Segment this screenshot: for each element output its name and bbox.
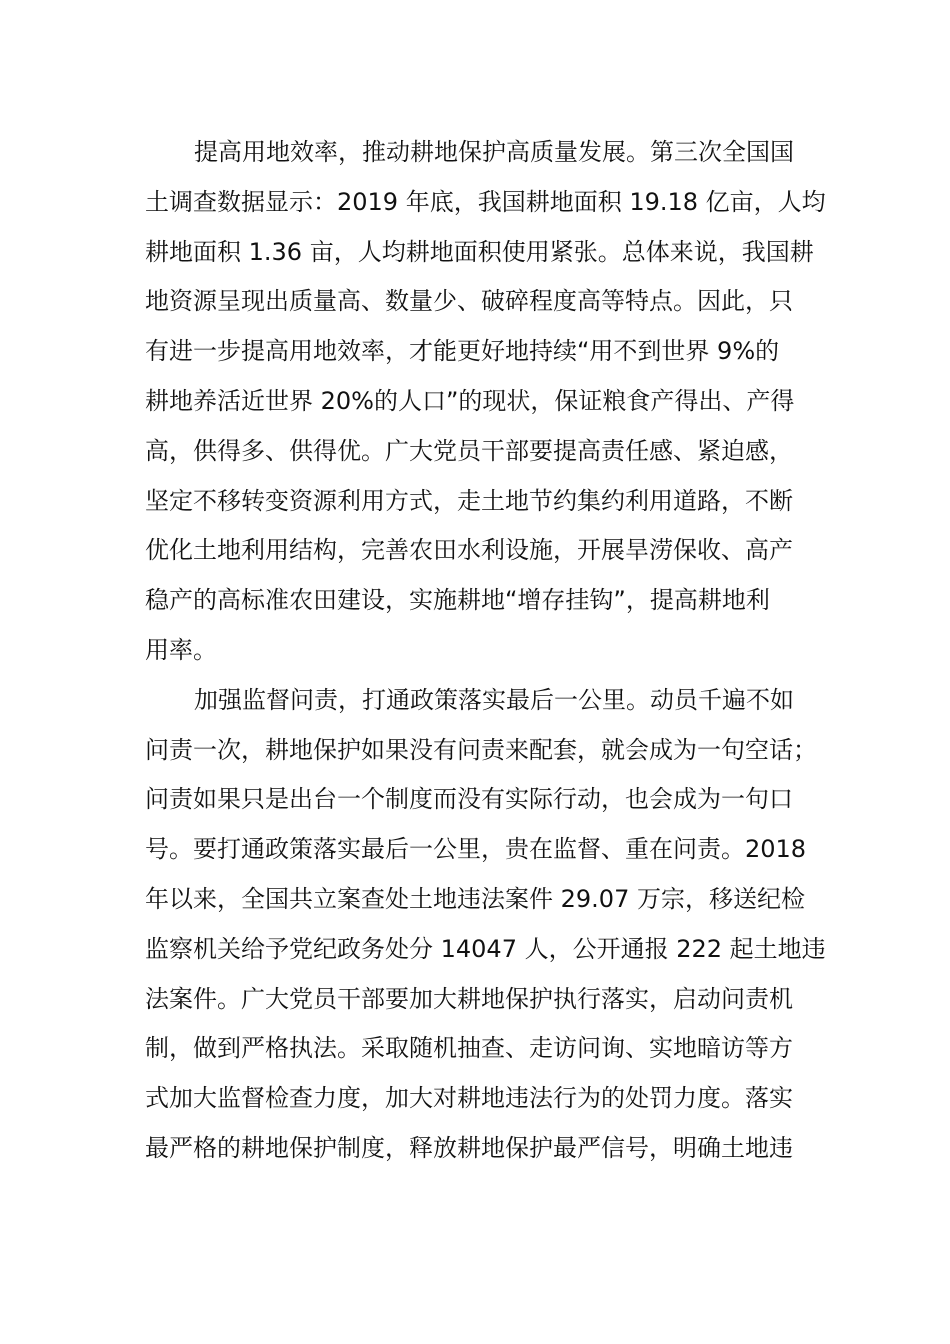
paragraph-line: 监察机关给予党纪政务处分 14047 人，公开通报 222 起土地违 (145, 934, 826, 963)
paragraph-line: 用率。 (145, 635, 217, 664)
paragraph-line: 年以来，全国共立案查处土地违法案件 29.07 万宗，移送纪检 (145, 884, 805, 913)
paragraph-line: 法案件。广大党员干部要加大耕地保护执行落实，启动问责机 (145, 984, 793, 1013)
paragraph-line: 土调查数据显示：2019 年底，我国耕地面积 19.18 亿亩，人均 (145, 187, 826, 216)
paragraph-line: 高，供得多、供得优。广大党员干部要提高责任感、紧迫感， (145, 436, 793, 465)
paragraph-line: 式加大监督检查力度，加大对耕地违法行为的处罚力度。落实 (145, 1084, 793, 1113)
paragraph-1 (145, 128, 826, 676)
paragraph-line: 稳产的高标准农田建设，实施耕地“增存挂钩”，提高耕地利 (145, 586, 770, 615)
paragraph-line: 问责如果只是出台一个制度而没有实际行动，也会成为一句口 (145, 785, 793, 814)
paragraph-line: 问责一次，耕地保护如果没有问责来配套，就会成为一句空话； (145, 735, 817, 764)
paragraph-line: 加强监督问责，打通政策落实最后一公里。动员千遍不如 (194, 685, 794, 714)
paragraph-line: 地资源呈现出质量高、数量少、破碎程度高等特点。因此，只 (145, 287, 793, 316)
paragraph-2 (145, 676, 826, 1174)
paragraph-line: 优化土地利用结构，完善农田水利设施，开展旱涝保收、高产 (145, 536, 793, 565)
paragraph-line: 提高用地效率，推动耕地保护高质量发展。第三次全国国 (194, 138, 794, 166)
paragraph-line: 最严格的耕地保护制度，释放耕地保护最严信号，明确土地违 (145, 1133, 793, 1162)
paragraph-line: 耕地面积 1.36 亩，人均耕地面积使用紧张。总体来说，我国耕 (145, 237, 814, 266)
paragraph-line: 制，做到严格执法。采取随机抽查、走访问询、实地暗访等方 (145, 1034, 793, 1063)
paragraph-line: 号。要打通政策落实最后一公里，贵在监督、重在问责。2018 (145, 835, 807, 864)
paragraph-line: 耕地养活近世界 20%的人口”的现状，保证粮食产得出、产得 (145, 386, 795, 415)
paragraph-line: 坚定不移转变资源利用方式，走土地节约集约利用道路，不断 (145, 486, 793, 515)
paragraph-line: 有进一步提高用地效率，才能更好地持续“用不到世界 9%的 (145, 337, 780, 366)
document-body (145, 128, 826, 1174)
